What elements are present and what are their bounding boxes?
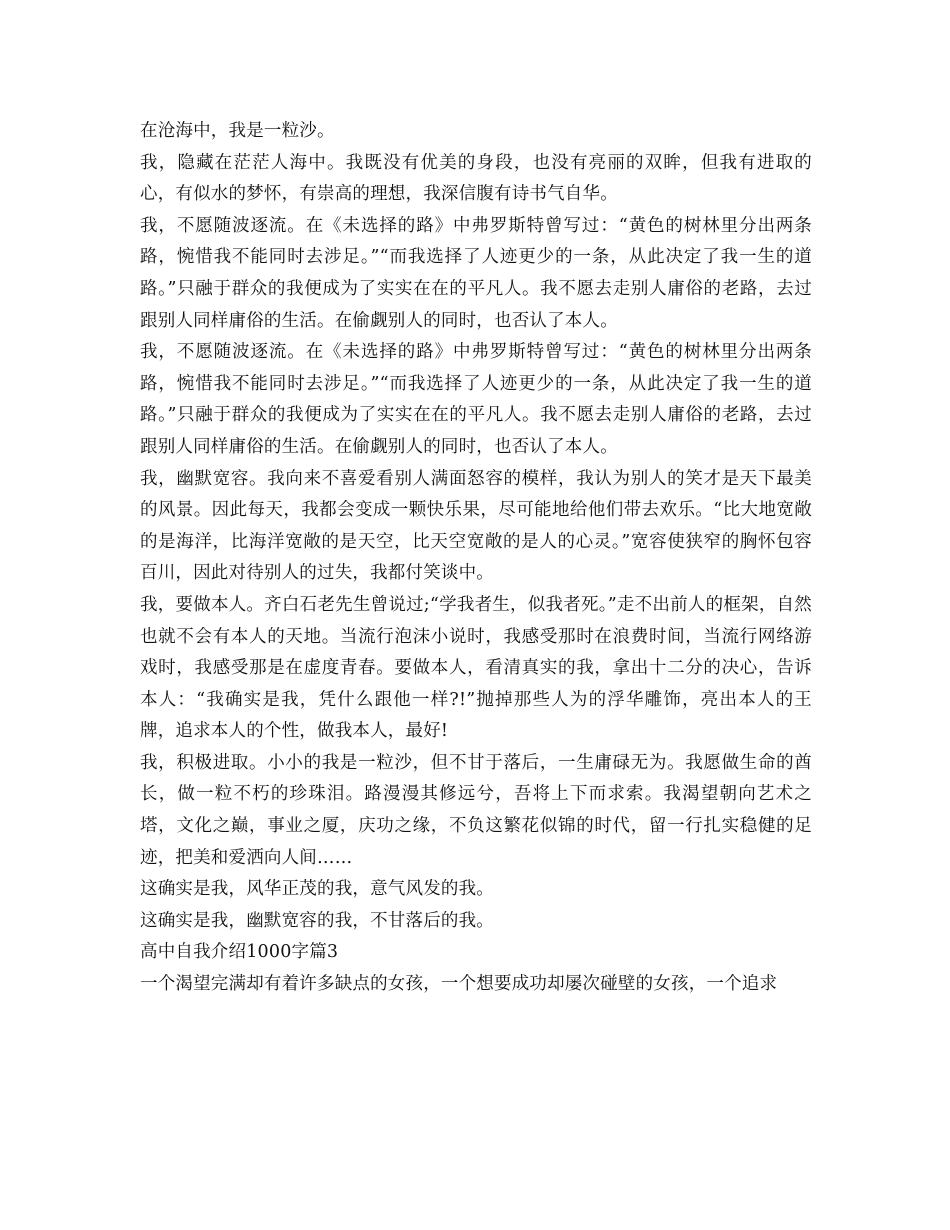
document-body [140, 116, 812, 1001]
paragraph-7: 我，积极进取。小小的我是一粒沙，但不甘于落后，一生庸碌无为。我愿做生命的酋长，做一粒不朽的珍珠泪。路漫漫其修远兮，吾将上下而求索。我渴望朝向艺术之塔，文化之巅，事业之厦，庆功之缘，不负这繁花似锦的时代，留一行扎实稳健的足迹，把美和爱洒向人间…… [140, 752, 812, 868]
paragraph-6: 我，要做本人。齐白石老先生曾说过;“学我者生，似我者死。”走不出前人的框架，自然也就不会有本人的天地。当流行泡沫小说时，我感受那时在浪费时间，当流行网络游戏时，我感受那是在虚度青春。要做本人，看清真实的我，拿出十二分的决心，告诉本人：“我确实是我，凭什么跟他一样?!”抛掉那些人为的浮华雕饰，亮出本人的王牌，追求本人的个性，做我本人，最好! [140, 594, 812, 742]
paragraph-4: 我，不愿随波逐流。在《未选择的路》中弗罗斯特曾写过：“黄色的树林里分出两条路，惋惜我不能同时去涉足。”“而我选择了人迹更少的一条，从此决定了我一生的道路。”只融于群众的我便成为了实实在在的平凡人。我不愿去走别人庸俗的老路，去过跟别人同样庸俗的生活。在偷觑别人的同时，也否认了本人。 [140, 342, 812, 457]
paragraph-10: 一个渴望完满却有着许多缺点的女孩，一个想要成功却屡次碰壁的女孩，一个追求 [140, 974, 778, 995]
paragraph-8: 这确实是我，风华正茂的我，意气风发的我。 [140, 879, 494, 900]
paragraph-2: 我，隐藏在茫茫人海中。我既没有优美的身段，也没有亮丽的双眸，但我有进取的心，有似水的梦怀，有崇高的理想，我深信腹有诗书气自华。 [140, 152, 812, 205]
paragraph-9: 这确实是我，幽默宽容的我，不甘落后的我。 [140, 910, 494, 931]
paragraph-5: 我，幽默宽容。我向来不喜爱看别人满面怒容的模样，我认为别人的笑才是天下最美的风景。因此每天，我都会变成一颗快乐果，尽可能地给他们带去欢乐。“比大地宽敞的是海洋，比海洋宽敞的是天空，比天空宽敞的是人的心灵。”宽容使狭窄的胸怀包容百川，因此对待别人的过失，我都付笑谈中。 [140, 468, 812, 584]
paragraph-3: 我，不愿随波逐流。在《未选择的路》中弗罗斯特曾写过：“黄色的树林里分出两条路，惋惜我不能同时去涉足。”“而我选择了人迹更少的一条，从此决定了我一生的道路。”只融于群众的我便成为了实实在在的平凡人。我不愿去走别人庸俗的老路，去过跟别人同样庸俗的生活。在偷觑别人的同时，也否认了本人。 [140, 215, 812, 331]
paragraph-1: 在沧海中，我是一粒沙。 [140, 121, 335, 141]
section-heading: 高中自我介绍1000字篇3 [140, 942, 339, 963]
